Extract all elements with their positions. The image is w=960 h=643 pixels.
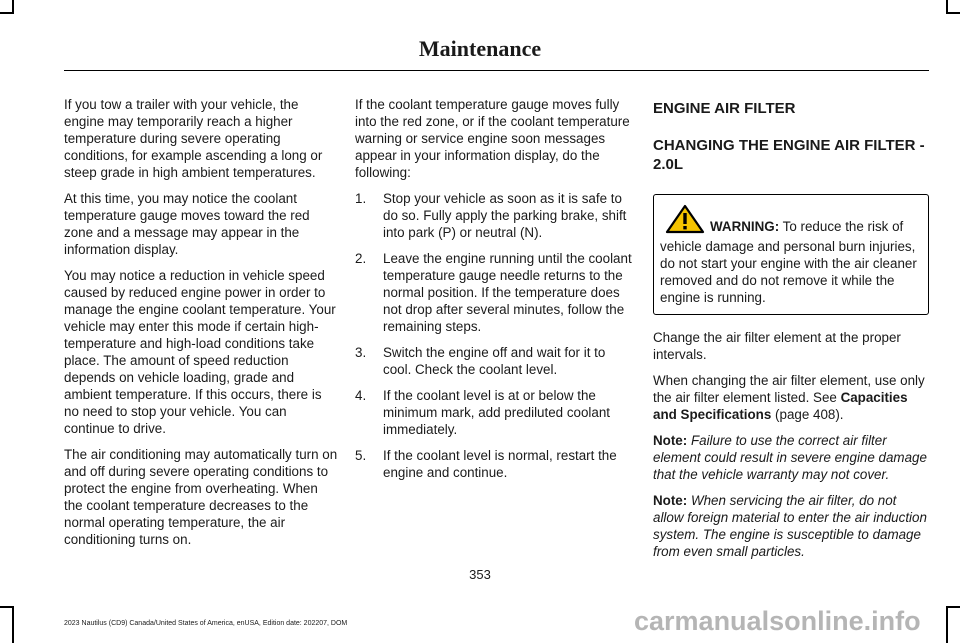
- column-right: [653, 96, 929, 569]
- section-heading: ENGINE AIR FILTER: [653, 100, 796, 117]
- paragraph: The air conditioning may automatically turn on and off during severe operating conditions to protect the engine from overheating. When the coolant temperature decreases to the normal operating temperature, the air conditioning turns on.: [64, 447, 338, 547]
- step-number: 4.: [355, 388, 367, 403]
- step-number: 1.: [355, 191, 367, 206]
- paragraph-text: When changing the air filter element, use only the air filter element listed. See: [653, 373, 925, 405]
- paragraph: You may notice a reduction in vehicle speed caused by reduced engine power in order to manage the engine coolant temperature. Your vehicle may enter this mode if certain high-temperature and high-load conditions take place. The amount of speed reduction depends on vehicle loading, grade and ambient temperature. If this occurs, there is no need to stop your vehicle. You can continue to drive.: [64, 268, 336, 436]
- crop-mark-bottom-left-h: [0, 606, 14, 608]
- page-title: Maintenance: [418, 36, 542, 61]
- subsection-heading: CHANGING THE ENGINE AIR FILTER - 2.0L: [653, 137, 925, 173]
- step-text: If the coolant level is normal, restart the engine and continue.: [383, 448, 617, 480]
- step-number: 2.: [355, 251, 367, 266]
- paragraph: At this time, you may notice the coolant temperature gauge moves toward the red zone and a message may appear in the information display.: [64, 191, 310, 257]
- step-text: If the coolant level is at or below the minimum mark, add prediluted coolant immediately.: [383, 388, 611, 437]
- watermark: carmanualsonline.info: [634, 606, 921, 636]
- note: [653, 432, 929, 483]
- warning-text: To reduce the risk of vehicle damage and personal burn injuries, do not start your engine with the air cleaner removed and do not remove it while the engine is running.: [660, 219, 917, 305]
- header-divider: [64, 70, 929, 71]
- step-text: Stop your vehicle as soon as it is safe to do so. Fully apply the parking brake, shift into park (P) or neutral (N).: [383, 191, 627, 240]
- crop-mark-bottom-left-v: [12, 606, 14, 643]
- crop-mark-bottom-right-h: [946, 606, 960, 608]
- warning-box: [653, 194, 929, 315]
- column-middle: [355, 96, 632, 490]
- paragraph: Change the air filter element at the proper intervals.: [653, 330, 901, 362]
- column-left: [64, 96, 338, 557]
- crop-mark-top-left-h: [0, 12, 14, 14]
- cross-reference-link[interactable]: Capacities and Specifications: [653, 390, 908, 422]
- note-text: Failure to use the correct air filter element could result in severe engine damage that the vehicle warranty may not cover.: [653, 433, 927, 482]
- list-item: [355, 250, 632, 335]
- edition-footer: 2023 Nautilus (CD9) Canada/United States of America, enUSA, Edition date: 202207, DOM: [64, 620, 348, 627]
- list-item: [355, 447, 632, 481]
- paragraph: [653, 372, 929, 423]
- crop-mark-bottom-right-v: [946, 606, 948, 643]
- step-text: Switch the engine off and wait for it to cool. Check the coolant level.: [383, 345, 606, 377]
- note: [653, 492, 929, 560]
- page-number: 353: [469, 567, 491, 582]
- page-reference: (page 408).: [771, 407, 844, 422]
- note-label: Note:: [653, 493, 688, 508]
- paragraph-intro: If the coolant temperature gauge moves fully into the red zone, or if the coolant temperature warning or service engine soon messages appear in your information display, do the following:: [355, 97, 630, 180]
- warning-icon: [665, 204, 705, 238]
- note-label: Note:: [653, 433, 688, 448]
- step-text: Leave the engine running until the coolant temperature gauge needle returns to the normal position. If the temperature does not drop after several minutes, follow the remaining steps.: [383, 251, 632, 334]
- step-number: 3.: [355, 345, 367, 360]
- list-item: [355, 190, 632, 241]
- steps-list: [355, 190, 632, 481]
- paragraph: If you tow a trailer with your vehicle, the engine may temporarily reach a higher temperature during severe operating conditions, for example ascending a long or steep grade in high ambient temperatures.: [64, 97, 323, 180]
- list-item: [355, 344, 632, 378]
- step-number: 5.: [355, 448, 367, 463]
- crop-mark-top-right-h: [946, 12, 960, 14]
- list-item: [355, 387, 632, 438]
- warning-label: WARNING:: [710, 219, 780, 234]
- note-text: When servicing the air filter, do not allow foreign material to enter the air induction system. The engine is susceptible to damage from even small particles.: [653, 493, 927, 559]
